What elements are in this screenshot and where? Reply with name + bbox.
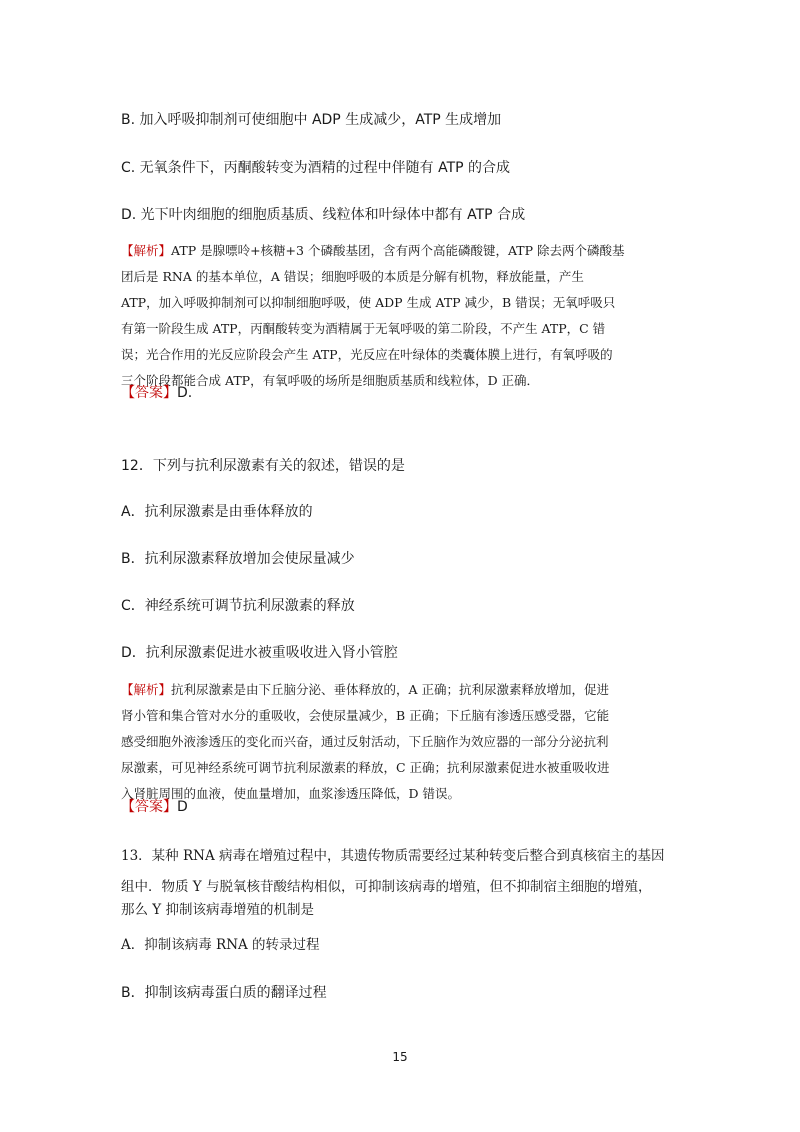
q11-option-c: C. 无氧条件下，丙酮酸转变为酒精的过程中伴随有 ATP 的合成 [121,160,511,176]
explanation-line: 感受细胞外液渗透压的变化而兴奋，通过反射活动，下丘脑作为效应器的一部分分泌抗利 [121,734,609,749]
explanation-line: 入肾脏周围的血液，使血量增加，血浆渗透压降低，D 错误。 [121,786,460,801]
q11-option-d: D. 光下叶肉细胞的细胞质基质、线粒体和叶绿体中都有 ATP 合成 [121,207,526,223]
q12-answer [121,797,700,817]
q12-option-a: A．抗利尿激素是由垂体释放的 [121,504,313,520]
explanation-tag: 【解析】 [121,682,172,697]
explanation-line: 团后是 RNA 的基本单位，A 错误；细胞呼吸的本质是分解有机物，释放能量，产生 [121,269,584,284]
q12-option-b: B．抗利尿激素释放增加会使尿量减少 [121,551,355,567]
explanation-line: 抗利尿激素是由下丘脑分泌、垂体释放的，A 正确；抗利尿激素释放增加，促进 [171,682,610,697]
q12-option-d: D．抗利尿激素促进水被重吸收进入肾小管腔 [121,645,398,661]
explanation-line: 肾小管和集合管对水分的重吸收，会使尿量减少，B 正确；下丘脑有渗透压感受器，它能 [121,708,610,723]
explanation-line: ATP，加入呼吸抑制剂可以抑制细胞呼吸，使 ADP 生成 ATP 减少，B 错误；无氧呼吸只 [121,295,616,310]
q12-option-c: C．神经系统可调节抗利尿激素的释放 [121,598,355,614]
q11-explanation [121,238,691,394]
q13-option-b: B．抑制该病毒蛋白质的翻译过程 [121,985,327,1001]
explanation-line: 误；光合作用的光反应阶段会产生 ATP，光反应在叶绿体的类囊体膜上进行，有氧呼吸的 [121,347,613,362]
q12-stem: 12．下列与抗利尿激素有关的叙述，错误的是 [121,458,405,474]
answer-value: D. [177,385,193,401]
q13-stem-line-3: 那么 Y 抑制该病毒增殖的机制是 [121,902,314,918]
q12-explanation [121,677,691,807]
q13-stem-line-1: 13．某种 RNA 病毒在增殖过程中，其遗传物质需要经过某种转变后整合到真核宿主的基因 [121,848,665,864]
answer-tag: 【答案】 [121,799,177,815]
answer-tag: 【答案】 [121,385,177,401]
explanation-line: 尿激素，可见神经系统可调节抗利尿激素的释放，C 正确；抗利尿激素促进水被重吸收进 [121,760,610,775]
explanation-tag: 【解析】 [121,243,172,258]
q13-option-a: A．抑制该病毒 RNA 的转录过程 [121,937,320,953]
q11-option-b: B. 加入呼吸抑制剂可使细胞中 ADP 生成减少，ATP 生成增加 [121,112,502,128]
page-number: 15 [392,1050,408,1064]
q11-answer [121,383,700,403]
q13-stem-line-2: 组中．物质 Y 与脱氧核苷酸结构相似，可抑制该病毒的增殖，但不抑制宿主细胞的增殖， [121,879,652,895]
answer-value: D [177,799,188,815]
explanation-line: ATP 是腺嘌呤+核糖+3 个磷酸基团，含有两个高能磷酸键，ATP 除去两个磷酸基 [171,243,625,258]
explanation-line: 有第一阶段生成 ATP，丙酮酸转变为酒精属于无氧呼吸的第二阶段，不产生 ATP，C 错 [121,321,606,336]
explanation-line: 三个阶段都能合成 ATP，有氧呼吸的场所是细胞质基质和线粒体，D 正确． [121,373,540,388]
